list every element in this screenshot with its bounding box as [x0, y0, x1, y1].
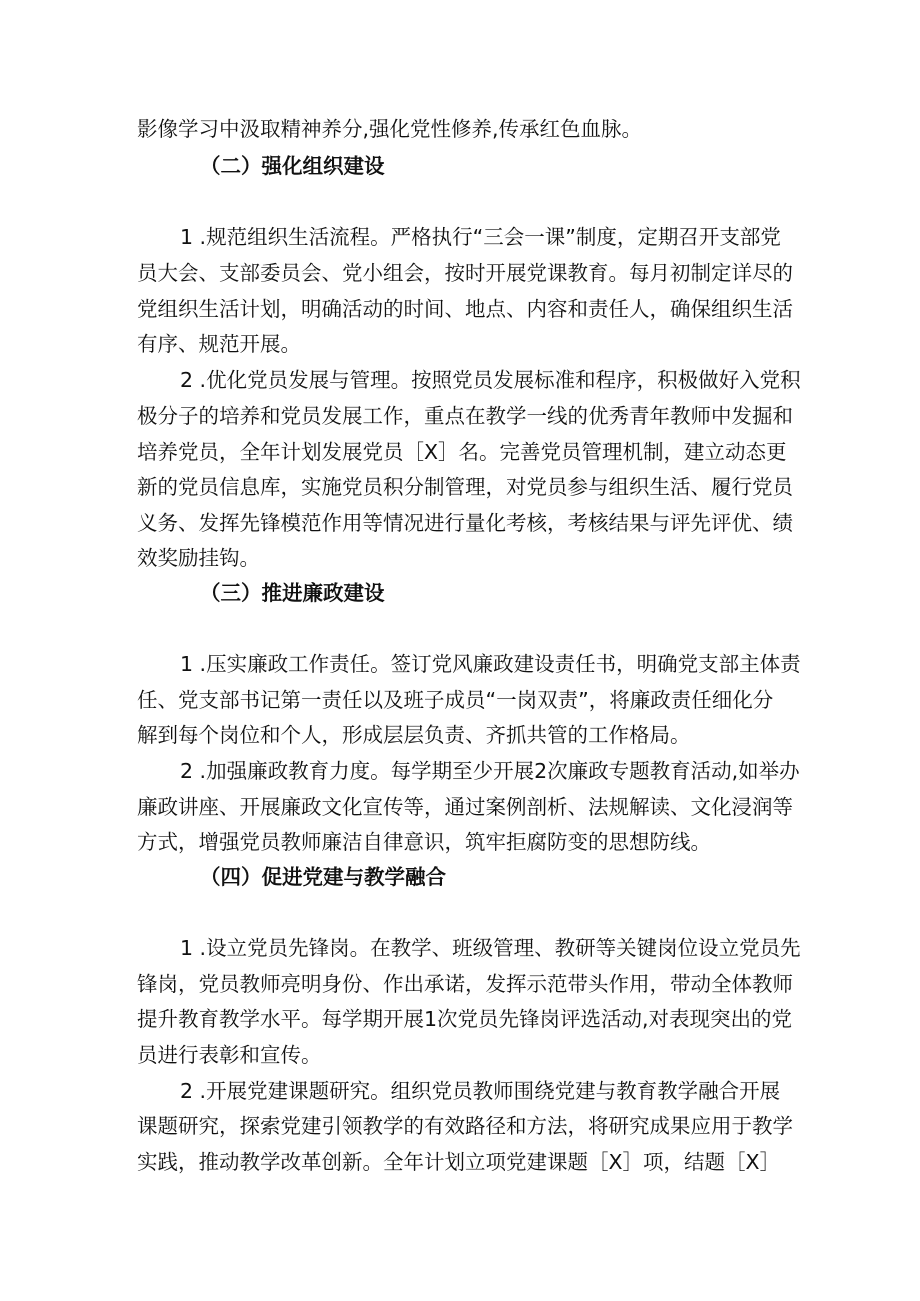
paragraph-line: 义务、发挥先锋模范作用等情况进行量化考核，考核结果与评先评优、绩: [137, 511, 793, 535]
paragraph-line: 党组织生活计划，明确活动的时间、地点、内容和责任人，确保组织生活: [137, 297, 793, 321]
section-heading: （三）推进廉政建设: [200, 581, 385, 605]
paragraph-line: 员大会、支部委员会、党小组会，按时开展党课教育。每月初制定详尽的: [137, 261, 793, 285]
paragraph-line: 廉政讲座、开展廉政文化宣传等，通过案例剖析、法规解读、文化浸润等: [137, 795, 793, 819]
paragraph-line: 1 .设立党员先锋岗。在教学、班级管理、教研等关键岗位设立党员先: [180, 936, 801, 960]
paragraph-line: 效奖励挂钩。: [137, 546, 260, 570]
paragraph-line: 课题研究，探索党建引领教学的有效路径和方法，将研究成果应用于教学: [137, 1114, 793, 1138]
paragraph-line: 方式，增强党员教师廉洁自律意识，筑牢拒腐防变的思想防线。: [137, 830, 711, 854]
paragraph-line: 新的党员信息库，实施党员积分制管理，对党员参与组织生活、履行党员: [137, 475, 793, 499]
section-heading: （四）促进党建与教学融合: [200, 865, 446, 889]
paragraph-line: 实践，推动教学改革创新。全年计划立项党建课题［X］项，结题［X］: [137, 1150, 781, 1174]
section-heading: （二）强化组织建设: [200, 154, 385, 178]
paragraph-line: 任、党支部书记第一责任以及班子成员“一岗双责”，将廉政责任细化分: [137, 688, 774, 712]
paragraph-line: 2 .优化党员发展与管理。按照党员发展标准和程序，积极做好入党积: [180, 368, 801, 392]
paragraph-line: 极分子的培养和党员发展工作，重点在教学一线的优秀青年教师中发掘和: [137, 404, 793, 428]
paragraph-line: 1 .规范组织生活流程。严格执行“三会一课”制度，定期召开支部党: [180, 225, 781, 249]
paragraph-line: 锋岗，党员教师亮明身份、作出承诺，发挥示范带头作用，带动全体教师: [137, 972, 793, 996]
paragraph-line: 员进行表彰和宣传。: [137, 1043, 322, 1067]
paragraph-line: 2 .加强廉政教育力度。每学期至少开展2次廉政专题教育活动,如举办: [180, 759, 800, 783]
paragraph-line: 2 .开展党建课题研究。组织党员教师围绕党建与教育教学融合开展: [180, 1079, 781, 1103]
paragraph-line: 1 .压实廉政工作责任。签订党风廉政建设责任书，明确党支部主体责: [180, 652, 801, 676]
paragraph-line: 有序、规范开展。: [137, 332, 301, 356]
paragraph-line: 影像学习中汲取精神养分,强化党性修养,传承红色血脉。: [137, 117, 643, 141]
paragraph-line: 提升教育教学水平。每学期开展1次党员先锋岗评选活动,对表现突出的党: [137, 1007, 793, 1031]
paragraph-line: 解到每个岗位和个人，形成层层负责、齐抓共管的工作格局。: [137, 723, 691, 747]
paragraph-line: 培养党员，全年计划发展党员［X］名。完善党员管理机制，建立动态更: [137, 440, 787, 464]
